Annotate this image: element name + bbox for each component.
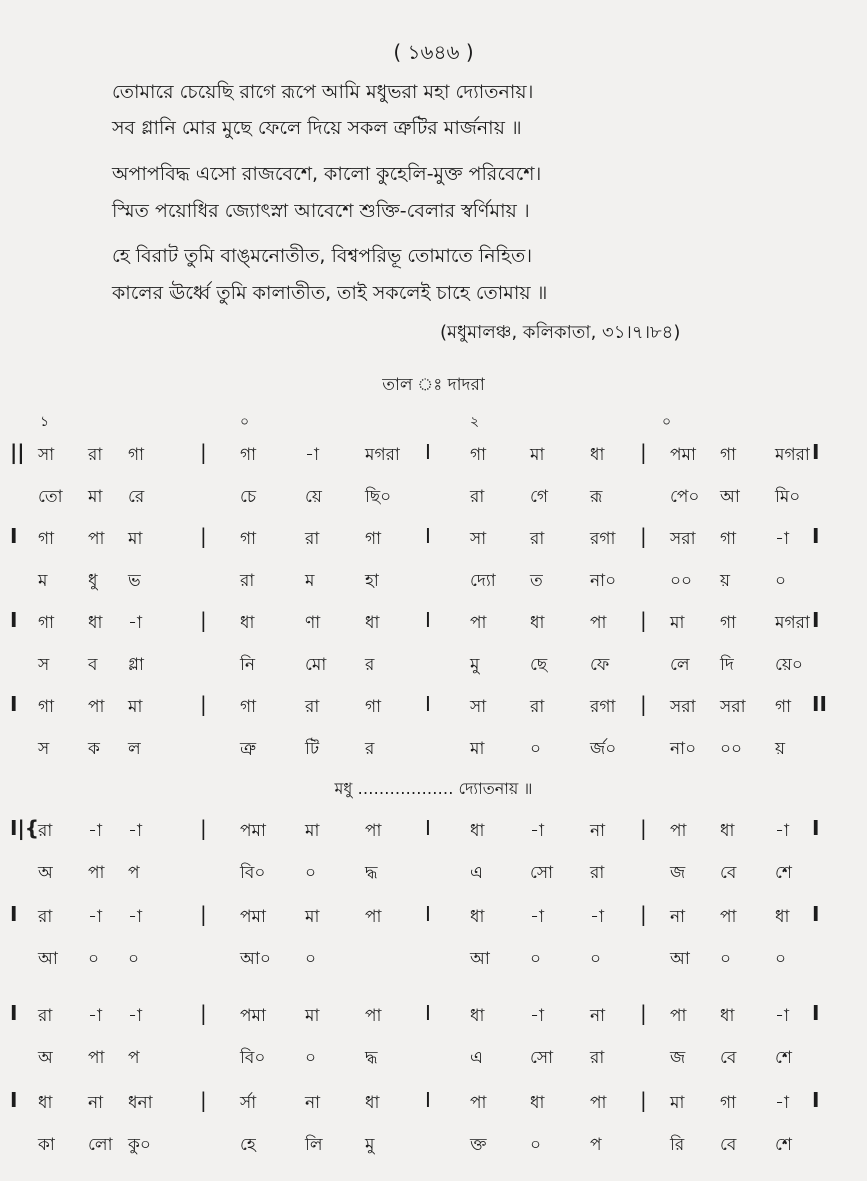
swara-note: পমা bbox=[670, 445, 696, 465]
lyric-syllable: মা bbox=[470, 739, 485, 759]
lyric-syllable: লি bbox=[305, 1135, 323, 1155]
swara-note: পা bbox=[365, 907, 382, 927]
swara-note: ধা bbox=[720, 1006, 735, 1026]
swara-note: সরা bbox=[670, 529, 696, 549]
vibhag-divider: | bbox=[640, 692, 647, 716]
swara-note: সা bbox=[470, 697, 487, 717]
lyric-syllable: রা bbox=[470, 487, 485, 507]
swara-note: রা bbox=[88, 445, 103, 465]
refrain-line: মধু ……………… দ্যোতনায় ॥ bbox=[334, 779, 533, 798]
row-open-bar: I bbox=[10, 608, 18, 632]
swara-note: ধা bbox=[88, 613, 103, 633]
lyric-syllable: ০ bbox=[530, 949, 542, 969]
swara-note: ধা bbox=[240, 613, 255, 633]
lyric-syllable: ছে bbox=[530, 655, 548, 675]
lyric-syllable: ০ bbox=[720, 949, 732, 969]
lyric-syllable: ০ bbox=[530, 739, 542, 759]
verse-line-1: তোমারে চেয়েছি রাগে রূপে আমি মধুভরা মহা দ্যোতনায়। bbox=[112, 81, 534, 103]
lyric-syllable: শে bbox=[775, 863, 792, 883]
lyric-syllable: দ্ধ bbox=[365, 1048, 378, 1068]
lyric-syllable: চে bbox=[240, 487, 257, 507]
lyric-syllable: ধু bbox=[88, 571, 98, 591]
page-number: ( ১৬৪৬ ) bbox=[393, 40, 474, 64]
lyric-syllable: ত bbox=[530, 571, 543, 591]
lyric-syllable: ক bbox=[88, 739, 100, 759]
lyric-syllable: র্জ০ bbox=[590, 739, 617, 759]
swara-note: গা bbox=[38, 697, 55, 717]
swara-note: গা bbox=[38, 529, 55, 549]
lyric-syllable: ০০ bbox=[720, 739, 743, 759]
verse-line-6: কালের ঊর্ধ্বে তুমি কালাতীত, তাই সকলেই চাহে তোমায় ॥ bbox=[112, 282, 548, 304]
row-open-bar: I bbox=[10, 902, 18, 926]
lyric-syllable: দি bbox=[720, 655, 734, 675]
lyric-syllable: বে bbox=[720, 1135, 737, 1155]
swara-note: না bbox=[670, 907, 686, 927]
vibhag-divider: | bbox=[200, 608, 207, 632]
swara-note: পা bbox=[590, 613, 607, 633]
lyric-syllable: রা bbox=[590, 863, 605, 883]
lyric-syllable: পে০ bbox=[670, 487, 700, 507]
swara-note: রা bbox=[530, 697, 545, 717]
swara-note: গা bbox=[240, 697, 257, 717]
swara-note: ধা bbox=[470, 821, 485, 841]
lyric-syllable: ০০ bbox=[670, 571, 693, 591]
lyric-syllable: র bbox=[365, 739, 375, 759]
swara-note: গা bbox=[240, 445, 257, 465]
lyric-syllable: নি bbox=[240, 655, 256, 675]
swara-note: মা bbox=[530, 445, 545, 465]
swara-note: -া bbox=[530, 1006, 544, 1026]
lyric-syllable: ভ bbox=[128, 571, 141, 591]
lyric-syllable: রা bbox=[590, 1048, 605, 1068]
lyric-syllable: শে bbox=[775, 1048, 792, 1068]
swara-note: ধা bbox=[530, 613, 545, 633]
row-open-bar: I|{ bbox=[10, 816, 39, 840]
lyric-syllable: জ bbox=[670, 863, 686, 883]
lyric-syllable: ল bbox=[128, 739, 141, 759]
swara-note: -া bbox=[775, 529, 789, 549]
lyric-syllable: র bbox=[365, 655, 375, 675]
lyric-syllable: ছি০ bbox=[365, 487, 392, 507]
swara-note: -া bbox=[128, 613, 142, 633]
vibhag-divider: I bbox=[425, 816, 431, 840]
lyric-syllable: প bbox=[128, 863, 140, 883]
swara-note: গা bbox=[720, 445, 737, 465]
swara-note: পা bbox=[88, 529, 105, 549]
lyric-syllable: অ bbox=[38, 1048, 53, 1068]
swara-note: গা bbox=[720, 529, 737, 549]
lyric-syllable: মি০ bbox=[775, 487, 801, 507]
vibhag-divider: | bbox=[640, 816, 647, 840]
vibhag-divider: | bbox=[640, 1001, 647, 1025]
lyric-syllable: ০ bbox=[530, 1135, 542, 1155]
lyric-syllable: আ bbox=[38, 949, 58, 969]
row-close-bar: I bbox=[812, 816, 820, 840]
lyric-syllable: গে bbox=[530, 487, 549, 507]
swara-note: ধা bbox=[590, 445, 605, 465]
lyric-syllable: স bbox=[38, 655, 50, 675]
vibhag-divider: | bbox=[200, 902, 207, 926]
lyric-syllable: ০ bbox=[305, 949, 317, 969]
vibhag-divider: | bbox=[200, 1001, 207, 1025]
swara-note: রগা bbox=[590, 697, 616, 717]
swara-note: পমা bbox=[240, 907, 266, 927]
row-close-bar: I bbox=[812, 1001, 820, 1025]
lyric-syllable: য় bbox=[720, 571, 731, 591]
lyric-syllable: ০ bbox=[128, 949, 140, 969]
swara-note: রা bbox=[530, 529, 545, 549]
lyric-syllable: আ bbox=[670, 949, 690, 969]
swara-note: পা bbox=[365, 1006, 382, 1026]
swara-note: -া bbox=[775, 1006, 789, 1026]
swara-note: ধা bbox=[720, 821, 735, 841]
swara-note: রা bbox=[38, 821, 53, 841]
swara-note: গা bbox=[720, 613, 737, 633]
swara-note: ধা bbox=[530, 1093, 545, 1113]
lyric-syllable: আ bbox=[720, 487, 740, 507]
swara-note: র্সা bbox=[240, 1093, 257, 1113]
swara-note: রা bbox=[305, 697, 320, 717]
vibhag-divider: I bbox=[425, 1088, 431, 1112]
lyric-syllable: এ bbox=[470, 1048, 483, 1068]
vibhag-divider: I bbox=[425, 1001, 431, 1025]
lyric-syllable: পা bbox=[88, 1048, 105, 1068]
lyric-syllable: বে bbox=[720, 1048, 737, 1068]
swara-note: মা bbox=[305, 1006, 320, 1026]
lyric-syllable: সো bbox=[530, 863, 554, 883]
lyric-syllable: ব bbox=[88, 655, 98, 675]
vibhag-divider: I bbox=[425, 524, 431, 548]
lyric-syllable: আ bbox=[470, 949, 490, 969]
lyric-syllable: জ bbox=[670, 1048, 686, 1068]
swara-note: গা bbox=[38, 613, 55, 633]
swara-note: রগা bbox=[590, 529, 616, 549]
swara-note: ণা bbox=[305, 613, 321, 633]
lyric-syllable: য়ে০ bbox=[775, 655, 803, 675]
lyric-syllable: হে bbox=[240, 1135, 256, 1155]
swara-note: -া bbox=[128, 907, 142, 927]
swara-note: -া bbox=[305, 445, 319, 465]
swara-note: গা bbox=[775, 697, 792, 717]
swara-note: -া bbox=[128, 1006, 142, 1026]
lyric-syllable: রে bbox=[128, 487, 145, 507]
lyric-syllable: ০ bbox=[590, 949, 602, 969]
lyric-syllable: মো bbox=[305, 655, 327, 675]
row-close-bar: I bbox=[812, 524, 820, 548]
lyric-syllable: পা bbox=[88, 863, 105, 883]
swara-note: না bbox=[88, 1093, 104, 1113]
beat-mark: ০ bbox=[240, 414, 250, 430]
swara-note: -া bbox=[775, 821, 789, 841]
lyric-syllable: হা bbox=[365, 571, 379, 591]
swara-note: পা bbox=[670, 821, 687, 841]
swara-note: মা bbox=[305, 821, 320, 841]
swara-note: ধনা bbox=[128, 1093, 153, 1113]
swara-note: রা bbox=[38, 1006, 53, 1026]
lyric-syllable: বে bbox=[720, 863, 737, 883]
swara-note: ধা bbox=[365, 1093, 380, 1113]
swara-note: সা bbox=[38, 445, 55, 465]
vibhag-divider: | bbox=[200, 692, 207, 716]
vibhag-divider: I bbox=[425, 608, 431, 632]
swara-note: পা bbox=[720, 907, 737, 927]
lyric-syllable: সো bbox=[530, 1048, 554, 1068]
swara-note: পা bbox=[470, 1093, 487, 1113]
verse-line-3: অপাপবিদ্ধ এসো রাজবেশে, কালো কুহেলি-মুক্ত পরিবেশে। bbox=[112, 163, 542, 185]
swara-note: পা bbox=[88, 697, 105, 717]
row-close-bar: I bbox=[812, 608, 820, 632]
swara-note: মগরা bbox=[775, 445, 810, 465]
beat-mark: ১ bbox=[40, 414, 50, 430]
swara-note: না bbox=[305, 1093, 321, 1113]
swara-note: মা bbox=[305, 907, 320, 927]
beat-mark: ২ bbox=[470, 414, 480, 430]
lyric-syllable: মু bbox=[470, 655, 480, 675]
swara-note: গা bbox=[365, 529, 382, 549]
row-close-bar: II bbox=[812, 692, 827, 716]
lyric-syllable: লে bbox=[670, 655, 690, 675]
lyric-syllable: লো bbox=[88, 1135, 113, 1155]
lyric-syllable: রি bbox=[670, 1135, 685, 1155]
lyric-syllable: য়ে bbox=[305, 487, 322, 507]
lyric-syllable: রা bbox=[240, 571, 255, 591]
swara-note: মা bbox=[128, 697, 143, 717]
lyric-syllable: ফে bbox=[590, 655, 610, 675]
lyric-syllable: ম bbox=[305, 571, 315, 591]
lyric-syllable: ক্ত bbox=[470, 1135, 487, 1155]
swara-note: গা bbox=[720, 1093, 737, 1113]
swara-note: মা bbox=[670, 613, 685, 633]
lyric-syllable: না০ bbox=[590, 571, 617, 591]
lyric-syllable: প bbox=[128, 1048, 140, 1068]
vibhag-divider: | bbox=[640, 440, 647, 464]
lyric-syllable: টি bbox=[305, 739, 320, 759]
vibhag-divider: | bbox=[200, 1088, 207, 1112]
lyric-syllable: আ০ bbox=[240, 949, 271, 969]
lyric-syllable: ০ bbox=[775, 571, 787, 591]
lyric-syllable: দ্ধ bbox=[365, 863, 378, 883]
swara-note: গা bbox=[470, 445, 487, 465]
swara-note: না bbox=[590, 1006, 606, 1026]
lyric-syllable: এ bbox=[470, 863, 483, 883]
vibhag-divider: | bbox=[200, 524, 207, 548]
row-open-bar: I bbox=[10, 692, 18, 716]
vibhag-divider: | bbox=[200, 816, 207, 840]
swara-note: মা bbox=[128, 529, 143, 549]
vibhag-divider: | bbox=[640, 902, 647, 926]
swara-note: পমা bbox=[240, 821, 266, 841]
swara-note: রা bbox=[38, 907, 53, 927]
swara-note: -া bbox=[775, 1093, 789, 1113]
lyric-syllable: গ্লা bbox=[128, 655, 144, 675]
vibhag-divider: I bbox=[425, 902, 431, 926]
swara-note: পা bbox=[365, 821, 382, 841]
lyric-syllable: রূ bbox=[590, 487, 603, 507]
lyric-syllable: ০ bbox=[305, 1048, 317, 1068]
swara-note: পমা bbox=[240, 1006, 266, 1026]
swara-note: না bbox=[590, 821, 606, 841]
lyric-syllable: য় bbox=[775, 739, 786, 759]
lyric-syllable: মু bbox=[365, 1135, 375, 1155]
vibhag-divider: | bbox=[200, 440, 207, 464]
row-open-bar: I bbox=[10, 524, 18, 548]
lyric-syllable: বি০ bbox=[240, 863, 266, 883]
verse-line-4: স্মিত পয়োধির জ্যোৎস্না আবেশে শুক্তি-বেলার স্বর্ণিমায় । bbox=[112, 200, 530, 222]
lyric-syllable: কা bbox=[38, 1135, 55, 1155]
lyric-syllable: বি০ bbox=[240, 1048, 266, 1068]
swara-note: -া bbox=[88, 821, 102, 841]
swara-note: ধা bbox=[365, 613, 380, 633]
lyric-syllable: তো bbox=[38, 487, 63, 507]
lyric-syllable: প bbox=[590, 1135, 602, 1155]
swara-note: পা bbox=[470, 613, 487, 633]
swara-note: ধা bbox=[470, 1006, 485, 1026]
swara-note: ধা bbox=[470, 907, 485, 927]
row-close-bar: I bbox=[812, 440, 820, 464]
source-citation: (মধুমালঞ্চ, কলিকাতা, ৩১।৭।৮৪) bbox=[440, 322, 681, 343]
verse-line-2: সব গ্লানি মোর মুছে ফেলে দিয়ে সকল ত্রুটির মার্জনায় ॥ bbox=[112, 117, 522, 139]
verse-line-5: হে বিরাট তুমি বাঙ্‌মনোতীত, বিশ্বপরিভূ তোমাতে নিহিত। bbox=[112, 245, 533, 267]
beat-mark: ০ bbox=[662, 414, 672, 430]
swara-note: পা bbox=[590, 1093, 607, 1113]
swara-note: গা bbox=[128, 445, 145, 465]
vibhag-divider: | bbox=[640, 524, 647, 548]
swara-note: সরা bbox=[720, 697, 746, 717]
vibhag-divider: I bbox=[425, 692, 431, 716]
swara-note: -া bbox=[590, 907, 604, 927]
lyric-syllable: কু০ bbox=[128, 1135, 151, 1155]
swara-note: গা bbox=[240, 529, 257, 549]
lyric-syllable: অ bbox=[38, 863, 53, 883]
swara-note: মগরা bbox=[365, 445, 400, 465]
swara-note: ধা bbox=[38, 1093, 53, 1113]
lyric-syllable: ম bbox=[38, 571, 48, 591]
lyric-syllable: ০ bbox=[88, 949, 100, 969]
row-close-bar: I bbox=[812, 902, 820, 926]
swara-note: গা bbox=[365, 697, 382, 717]
lyric-syllable: শে bbox=[775, 1135, 792, 1155]
vibhag-divider: | bbox=[640, 1088, 647, 1112]
swara-note: -া bbox=[530, 821, 544, 841]
swara-note: -া bbox=[128, 821, 142, 841]
swara-note: মা bbox=[670, 1093, 685, 1113]
row-close-bar: I bbox=[812, 1088, 820, 1112]
swara-note: পা bbox=[670, 1006, 687, 1026]
row-open-bar: I bbox=[10, 1001, 18, 1025]
tala-heading: তাল ঃ দাদরা bbox=[382, 375, 485, 395]
swara-note: রা bbox=[305, 529, 320, 549]
vibhag-divider: I bbox=[425, 440, 431, 464]
lyric-syllable: না০ bbox=[670, 739, 697, 759]
lyric-syllable: মা bbox=[88, 487, 103, 507]
row-open-bar: I bbox=[10, 1088, 18, 1112]
swara-note: -া bbox=[530, 907, 544, 927]
lyric-syllable: দ্যো bbox=[470, 571, 496, 591]
swara-note: মগরা bbox=[775, 613, 810, 633]
swara-note: সরা bbox=[670, 697, 696, 717]
row-open-bar: || bbox=[10, 440, 25, 464]
lyric-syllable: ০ bbox=[775, 949, 787, 969]
vibhag-divider: | bbox=[640, 608, 647, 632]
lyric-syllable: স bbox=[38, 739, 50, 759]
swara-note: -া bbox=[88, 907, 102, 927]
lyric-syllable: ত্রু bbox=[240, 739, 257, 759]
swara-note: সা bbox=[470, 529, 487, 549]
swara-note: -া bbox=[88, 1006, 102, 1026]
swara-note: ধা bbox=[775, 907, 790, 927]
lyric-syllable: ০ bbox=[305, 863, 317, 883]
